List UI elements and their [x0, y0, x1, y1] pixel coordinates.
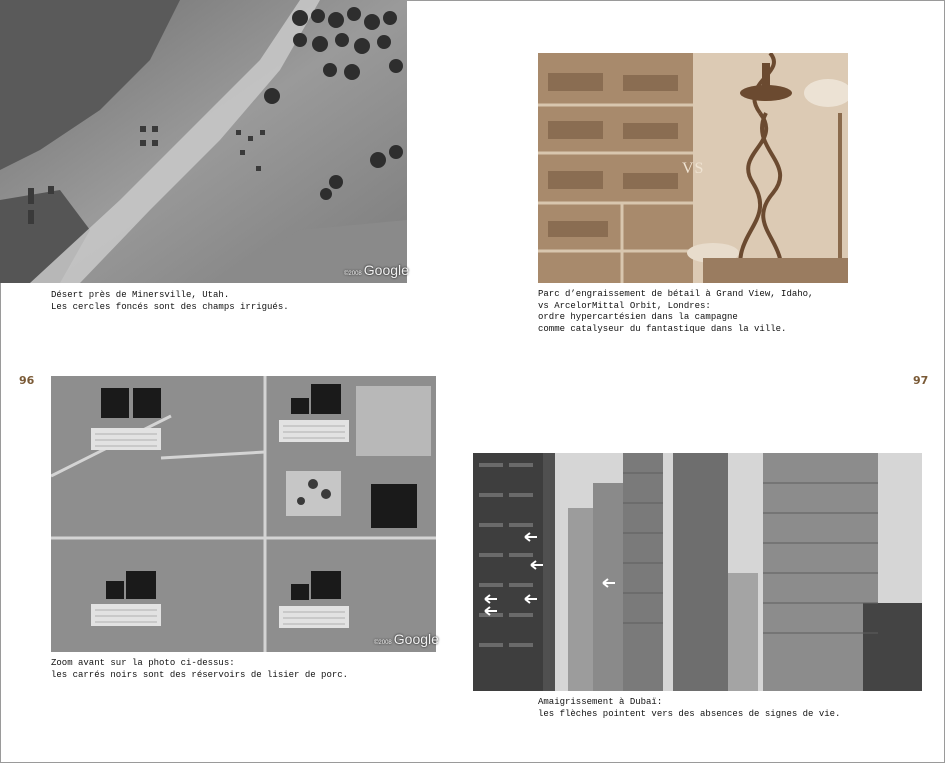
page-number-right: 97 [913, 374, 929, 387]
desert-aerial-photo [0, 0, 407, 283]
dubai-caption [538, 697, 840, 720]
feedlot-caption [538, 289, 813, 335]
feedlot-caption-line1: Parc d’engraissement de bétail à Grand View, Idaho, [538, 289, 814, 299]
zoom-caption-line2: les carrés noirs sont des réservoirs de lisier de porc. [51, 669, 349, 680]
zoom-caption [51, 658, 348, 681]
dubai-towers-photo [473, 453, 922, 691]
zoom-google-watermark: ©2008 Google [374, 631, 439, 647]
zoom-caption-line1: Zoom avant sur la photo ci-dessus: [51, 658, 235, 668]
vs-label: VS [682, 160, 705, 177]
page-number-left: 96 [19, 374, 35, 387]
feedlot-caption-line4: comme catalyseur du fantastique dans la ville. [538, 323, 787, 334]
dubai-caption-line1: Amaigrissement à Dubaï: [538, 697, 663, 707]
zoom-aerial-photo [51, 376, 436, 652]
desert-caption [51, 290, 289, 313]
feedlot-caption-line2: vs ArcelorMittal Orbit, Londres: [538, 300, 711, 311]
desert-caption-line2: Les cercles foncés sont des champs irrigués. [51, 301, 289, 312]
desert-google-watermark: ©2008 Google [344, 262, 409, 278]
dubai-caption-line2: les flèches pointent vers des absences de signes de vie. [538, 708, 841, 719]
desert-caption-line1: Désert près de Minersville, Utah. [51, 290, 230, 300]
feedlot-caption-line3: ordre hypercartésien dans la campagne [538, 312, 738, 322]
